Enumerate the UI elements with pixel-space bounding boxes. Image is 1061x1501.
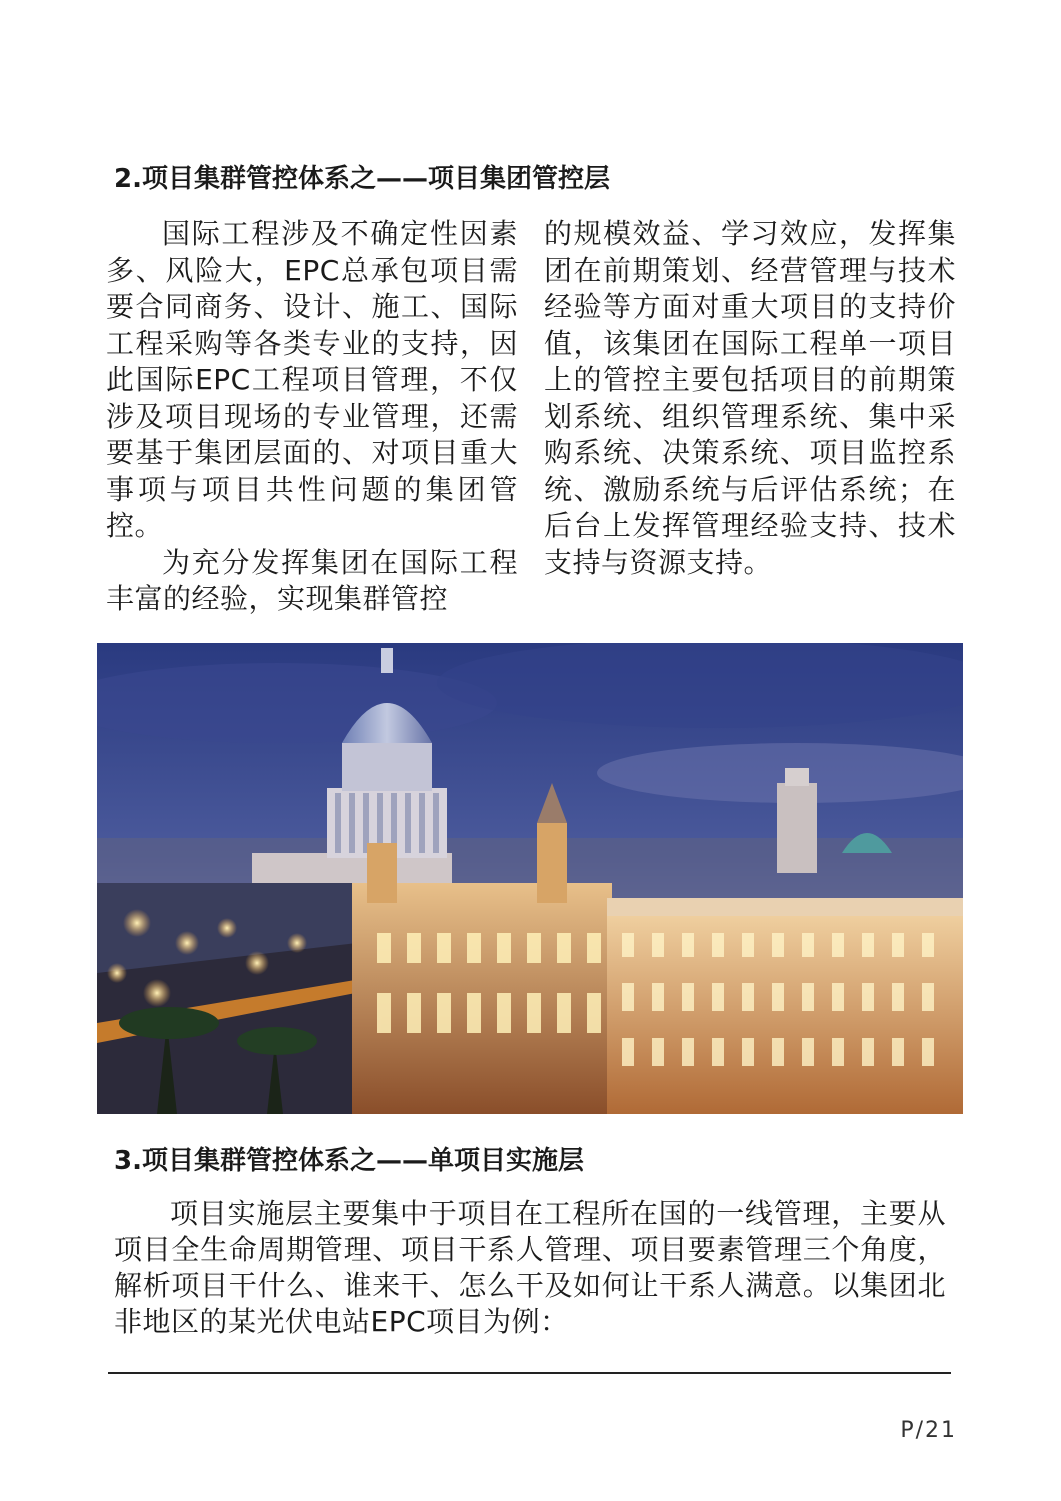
section-heading: 2.项目集群管控体系之——项目集团管控层 xyxy=(114,164,610,194)
left-text-column xyxy=(106,216,518,618)
right-text-column xyxy=(544,216,956,581)
section-heading: 3.项目集群管控体系之——单项目实施层 xyxy=(114,1146,584,1176)
paragraph: 国际工程涉及不确定性因素多、风险大，EPC总承包项目需要合同商务、设计、施工、国际工程采购等各类专业的支持，因此国际EPC工程项目管理，不仅涉及项目现场的专业管理，还需要基于集团层面的、对项目重大事项与项目共性问题的集团管控。 xyxy=(106,217,518,542)
city-night-photo xyxy=(97,643,963,1114)
paragraph: 的规模效益、学习效应，发挥集团在前期策划、经营管理与技术经验等方面对重大项目的支持价值，该集团在国际工程单一项目上的管控主要包括项目的前期策划系统、组织管理系统、集中采购系统、决策系统、项目监控系统、激励系统与后评估系统；在后台上发挥管理经验支持、技术支持与资源支持。 xyxy=(544,217,956,579)
paragraph: 为充分发挥集团在国际工程丰富的经验，实现集群管控 xyxy=(106,545,518,615)
paragraph: 项目实施层主要集中于项目在工程所在国的一线管理，主要从项目全生命周期管理、项目干系人管理、项目要素管理三个角度，解析项目干什么、谁来干、怎么干及如何让干系人满意。以集团北非地区的某光伏电站EPC项目为例： xyxy=(114,1197,946,1338)
divider xyxy=(108,1372,951,1374)
page-number: P/21 xyxy=(900,1418,957,1443)
